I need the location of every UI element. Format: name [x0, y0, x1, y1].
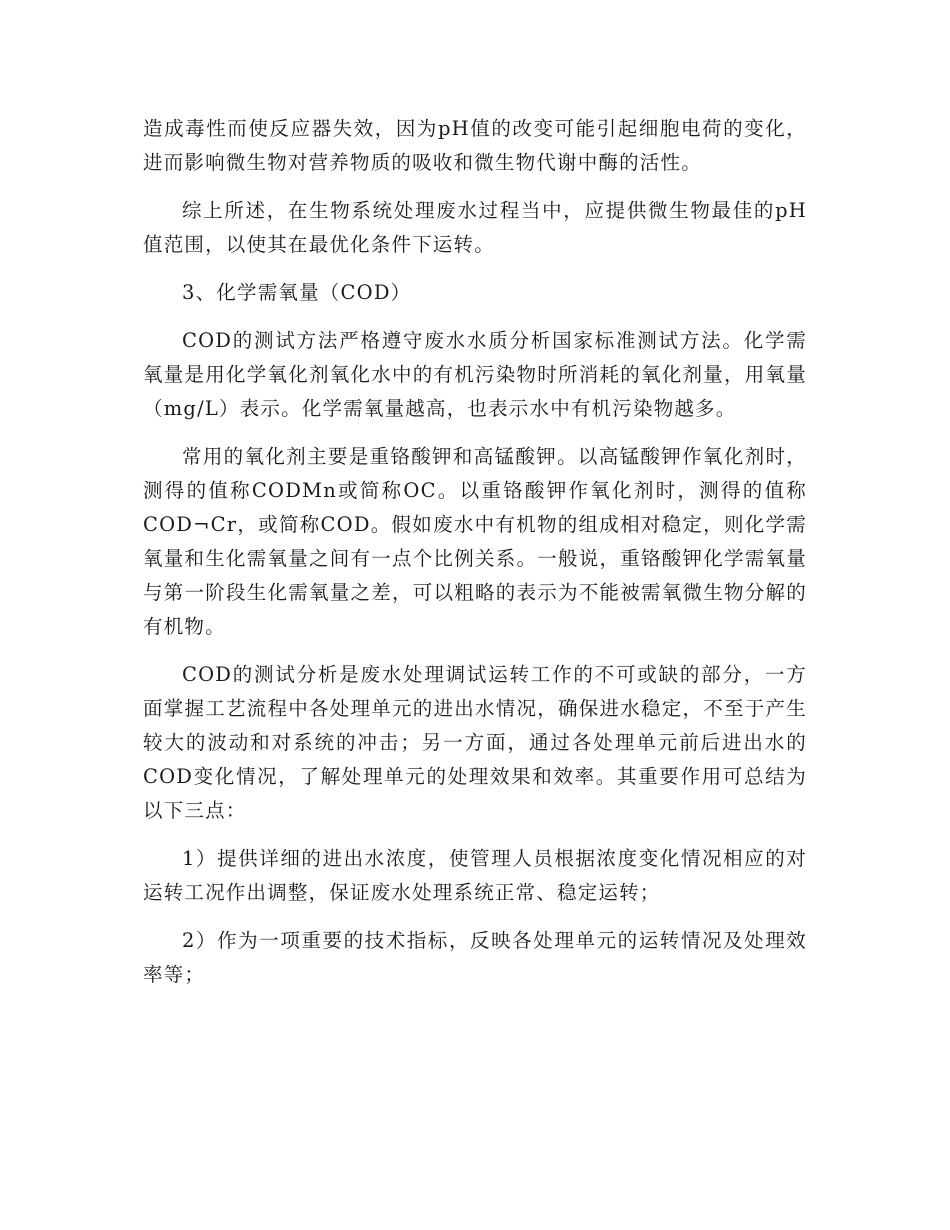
list-item-1: 1）提供详细的进出水浓度，使管理人员根据浓度变化情况相应的对运转工况作出调整，保证废水处理系统正常、稳定运转；	[143, 847, 807, 904]
paragraph-cod-method: COD的测试方法严格遵守废水水质分析国家标准测试方法。化学需氧量是用化学氧化剂氧化水中的有机污染物时所消耗的氧化剂量，用氧量（mg/L）表示。化学需氧量越高，也表示水中有机污染物越多。	[143, 329, 807, 420]
list-item-2: 2）作为一项重要的技术指标，反映各处理单元的运转情况及处理效率等；	[143, 929, 807, 986]
paragraph-summary: 综上所述，在生物系统处理废水过程当中，应提供微生物最佳的pH值范围，以使其在最优化条件下运转。	[143, 199, 807, 256]
paragraph-oxidants: 常用的氧化剂主要是重铬酸钾和高锰酸钾。以高锰酸钾作氧化剂时，测得的值称CODMn或简称OC。以重铬酸钾作氧化剂时，测得的值称COD¬Cr，或简称COD。假如废水中有机物的组成相对稳定，则化学需氧量和生化需氧量之间有一点个比例关系。一般说，重铬酸钾化学需氧量与第一阶段生化需氧量之差，可以粗略的表示为不能被需氧微生物分解的有机物。	[143, 445, 807, 638]
paragraph-ph-effect: 造成毒性而使反应器失效，因为pH值的改变可能引起细胞电荷的变化，进而影响微生物对营养物质的吸收和微生物代谢中酶的活性。	[143, 117, 807, 174]
document-body	[143, 112, 807, 1006]
section-heading-cod: 3、化学需氧量（COD）	[182, 281, 412, 304]
paragraph-cod-analysis: COD的测试分析是废水处理调试运转工作的不可或缺的部分，一方面掌握工艺流程中各处理单元的进出水情况，确保进水稳定，不至于产生较大的波动和对系统的冲击；另一方面，通过各处理单元前后进出水的COD变化情况，了解处理单元的处理效果和效率。其重要作用可总结为以下三点：	[143, 663, 807, 822]
